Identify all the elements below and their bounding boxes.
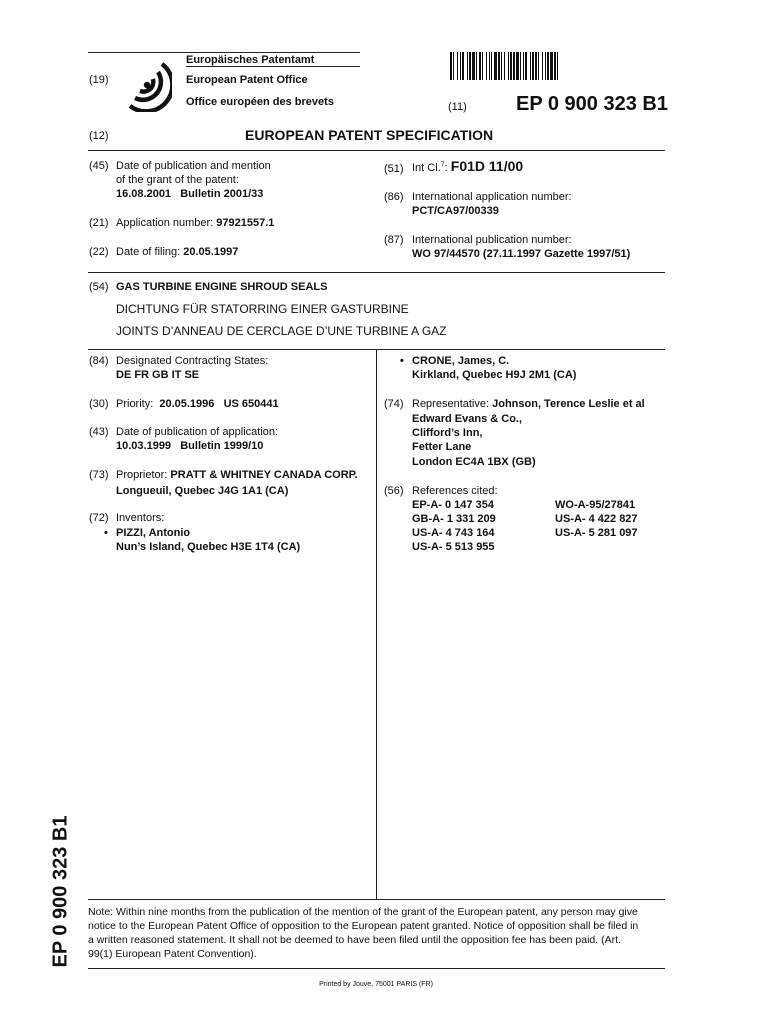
proprietor-label: Proprietor: (116, 469, 168, 481)
barcode-bar (501, 52, 502, 80)
epo-logo-icon (122, 52, 172, 112)
inventor-2-address: Kirkland, Quebec H9J 2M1 (CA) (412, 369, 577, 381)
spec-title: EUROPEAN PATENT SPECIFICATION (245, 127, 494, 143)
representative-line-3: Clifford’s Inn, (412, 427, 483, 439)
barcode-bar (457, 52, 458, 80)
reference-a-4: US-A- 5 513 955 (412, 541, 495, 553)
proprietor-address: Longueuil, Quebec J4G 1A1 (CA) (116, 485, 289, 497)
barcode-bar (491, 52, 492, 80)
code-54: (54) (89, 281, 109, 293)
code-19: (19) (89, 74, 109, 86)
barcode-bar (469, 52, 471, 80)
barcode-bar (467, 52, 468, 80)
states-label: Designated Contracting States: (116, 355, 269, 367)
note-line-1: Note: Within nine months from the publication of the mention of the grant of the European patent, any person may give (88, 906, 638, 918)
code-22: (22) (89, 246, 109, 258)
inventors-label: Inventors: (116, 512, 165, 524)
grant-date-label-1: Date of publication and mention (116, 160, 271, 172)
inventor-1-name: • PIZZI, Antonio (116, 527, 190, 539)
grant-date-label-2: of the grant of the patent: (116, 174, 239, 186)
printer-footer: Printed by Jouve, 75001 PARIS (FR) (319, 981, 433, 988)
title-en: GAS TURBINE ENGINE SHROUD SEALS (116, 281, 328, 293)
rule-above-titles (88, 272, 665, 273)
barcode-bar (513, 52, 515, 80)
code-12: (12) (89, 130, 109, 142)
code-84: (84) (89, 355, 109, 367)
code-73: (73) (89, 469, 109, 481)
grant-date-value: 16.08.2001 Bulletin 2001/33 (116, 188, 264, 200)
references-label: References cited: (412, 485, 498, 497)
barcode-bar (542, 52, 543, 80)
representative-line-2: Edward Evans & Co., (412, 413, 523, 425)
barcode-bar (525, 52, 527, 80)
code-21: (21) (89, 217, 109, 229)
note-line-2: notice to the European Patent Office of opposition to the European patent granted. Notice of opposition shall be filed in (88, 920, 639, 932)
barcode-bar (460, 52, 461, 80)
barcode-bar (516, 52, 519, 80)
barcode-bar (479, 52, 481, 80)
reference-b-2: US-A- 4 422 827 (555, 513, 638, 525)
barcode-bar (450, 52, 452, 80)
barcode-bar (504, 52, 505, 80)
filing-date-label: Date of filing: (116, 246, 181, 258)
barcode-bar (476, 52, 477, 80)
rule-below-title (88, 150, 665, 151)
code-72: (72) (89, 512, 109, 524)
publication-number: EP 0 900 323 B1 (516, 93, 668, 115)
barcode-bar (472, 52, 475, 80)
note-line-3: a written reasoned statement. It shall not be deemed to have been filed until the opposition fee has been paid. (Art. (88, 934, 621, 946)
code-43: (43) (89, 426, 109, 438)
code-56: (56) (384, 485, 404, 497)
column-divider (376, 349, 377, 899)
priority (116, 398, 279, 410)
filing-date-value: 20.05.1997 (183, 246, 239, 258)
code-11: (11) (448, 101, 467, 113)
representative-name: Johnson, Terence Leslie et al (492, 398, 645, 410)
header-rule-mid (186, 66, 360, 67)
barcode-bar (554, 52, 556, 80)
application-number (116, 217, 274, 229)
int-cl-sup: 7 (440, 161, 445, 169)
barcode (450, 52, 662, 80)
barcode-bar (532, 52, 534, 80)
barcode-bar (535, 52, 537, 80)
representative-label: Representative: (412, 398, 490, 410)
code-45: (45) (89, 160, 109, 172)
office-name-fr: Office européen des brevets (186, 96, 334, 108)
barcode-bar (508, 52, 509, 80)
int-cl (412, 158, 523, 174)
barcode-bar (486, 52, 487, 80)
barcode-bar (498, 52, 500, 80)
rule-below-note (88, 968, 665, 969)
barcode-bar (523, 52, 524, 80)
intl-app-value: PCT/CA97/00339 (412, 205, 499, 217)
side-publication-number: EP 0 900 323 B1 (49, 815, 72, 968)
barcode-bar (489, 52, 490, 80)
barcode-bar (510, 52, 512, 80)
title-fr: JOINTS D’ANNEAU DE CERCLAGE D’UNE TURBINE A GAZ (116, 324, 447, 338)
reference-a-3: US-A- 4 743 164 (412, 527, 495, 539)
reference-a-1: EP-A- 0 147 354 (412, 499, 494, 511)
priority-value: 20.05.1996 US 650441 (159, 398, 279, 410)
rule-above-note (88, 899, 665, 900)
code-51: (51) (384, 163, 404, 175)
title-de: DICHTUNG FÜR STATORRING EINER GASTURBINE (116, 302, 409, 316)
proprietor (116, 469, 358, 481)
code-87: (87) (384, 234, 404, 246)
code-86: (86) (384, 191, 404, 203)
priority-label: Priority: (116, 398, 154, 410)
note-line-4: 99(1) European Patent Convention). (88, 948, 257, 960)
office-name-en: European Patent Office (186, 74, 308, 86)
int-cl-colon: : (444, 162, 448, 174)
barcode-bar (547, 52, 549, 80)
barcode-bar (494, 52, 497, 80)
reference-a-2: GB-A- 1 331 209 (412, 513, 496, 525)
barcode-bar (538, 52, 539, 80)
barcode-bar (545, 52, 546, 80)
intl-pub-value: WO 97/44570 (27.11.1997 Gazette 1997/51) (412, 248, 631, 260)
barcode-bar (550, 52, 553, 80)
proprietor-name: PRATT & WHITNEY CANADA CORP. (170, 469, 358, 481)
representative (412, 398, 645, 410)
barcode-bar (557, 52, 558, 80)
barcode-bar (530, 52, 531, 80)
states-value: DE FR GB IT SE (116, 369, 200, 381)
office-name-de: Europäisches Patentamt (186, 54, 315, 66)
barcode-bar (520, 52, 521, 80)
code-30: (30) (89, 398, 109, 410)
intl-app-label: International application number: (412, 191, 572, 203)
barcode-bar (453, 52, 454, 80)
barcode-bar (482, 52, 483, 80)
int-cl-label: Int Cl. (412, 162, 441, 174)
int-cl-value: F01D 11/00 (450, 158, 524, 174)
inventor-1-address: Nun’s Island, Quebec H3E 1T4 (CA) (116, 541, 301, 553)
reference-b-3: US-A- 5 281 097 (555, 527, 638, 539)
application-number-value: 97921557.1 (216, 217, 275, 229)
barcode-bar (462, 52, 464, 80)
app-pub-label: Date of publication of application: (116, 426, 279, 438)
reference-b-1: WO-A-95/27841 (555, 499, 636, 511)
inventor-2-name: • CRONE, James, C. (412, 355, 509, 367)
app-pub-value: 10.03.1999 Bulletin 1999/10 (116, 440, 264, 452)
code-74: (74) (384, 398, 404, 410)
application-number-label: Application number: (116, 217, 214, 229)
representative-line-4: Fetter Lane (412, 441, 472, 453)
representative-line-5: London EC4A 1BX (GB) (412, 456, 536, 468)
filing-date (116, 246, 238, 258)
intl-pub-label: International publication number: (412, 234, 572, 246)
